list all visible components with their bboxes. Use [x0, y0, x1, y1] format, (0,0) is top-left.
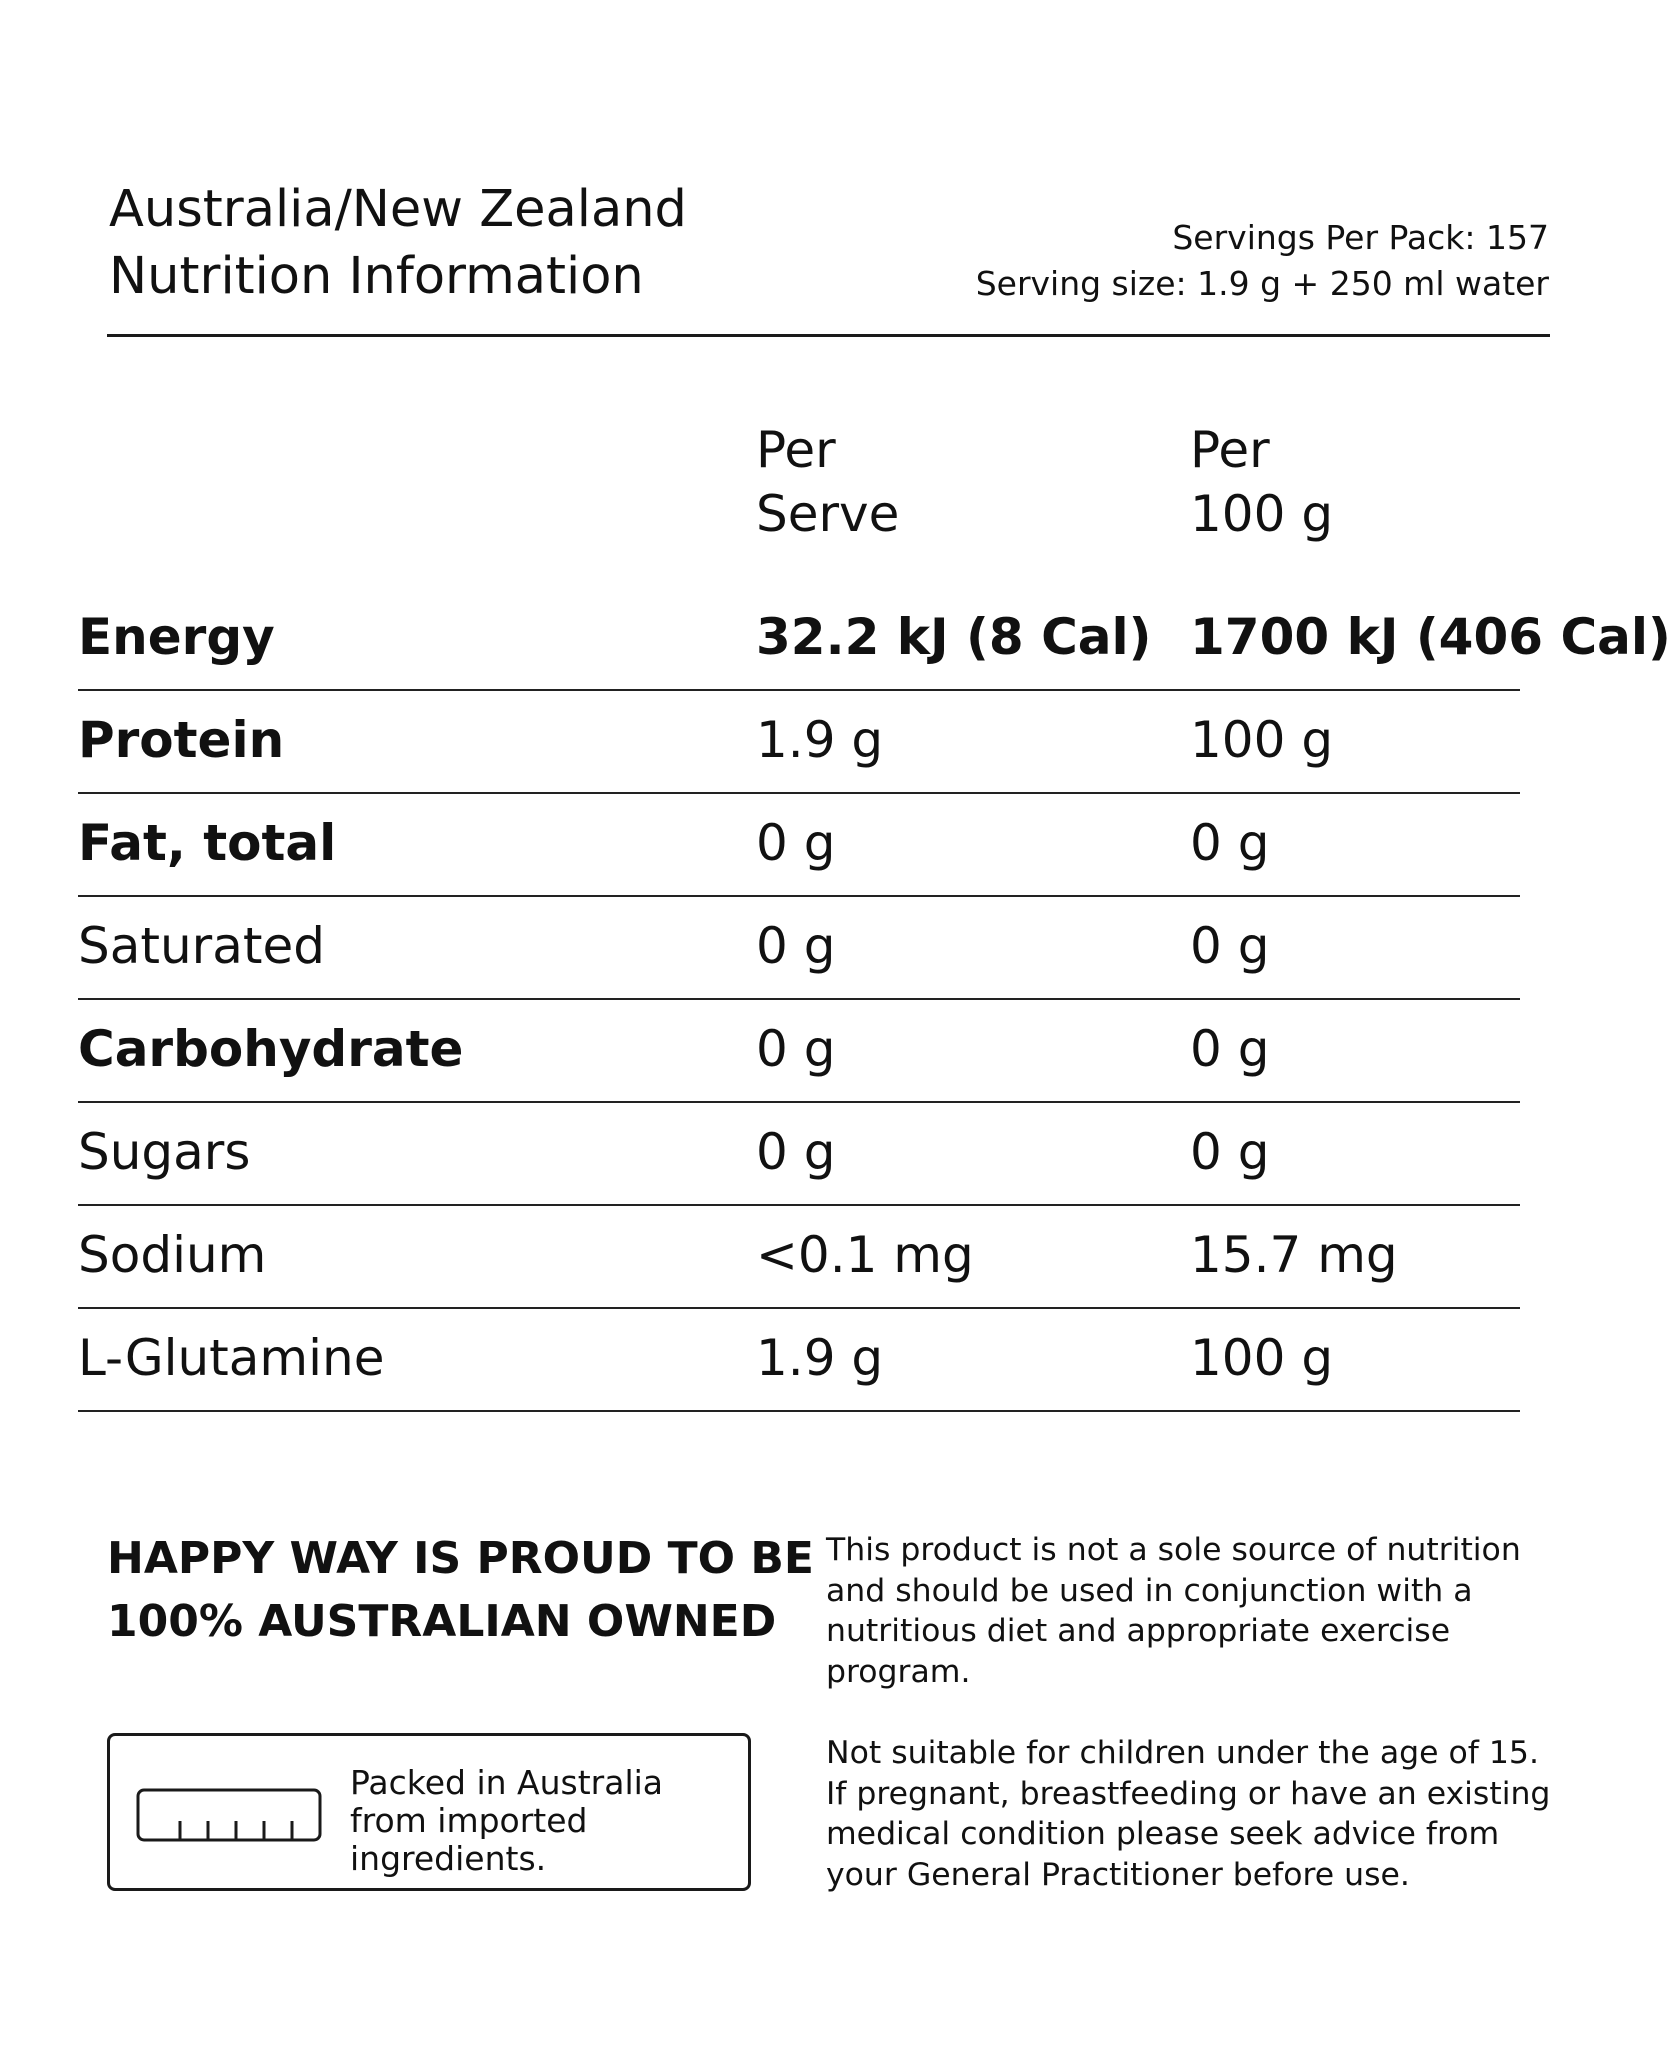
per-serve-value: 0 g [756, 814, 836, 872]
table-row-protein [78, 689, 1520, 794]
per-100g-value: 1700 kJ (406 Cal) [1190, 608, 1671, 666]
per-100g-value: 0 g [1190, 1020, 1270, 1078]
nutrient-name: L-Glutamine [78, 1329, 385, 1387]
nutrient-name: Sodium [78, 1226, 267, 1284]
packed-line-3: ingredients. [350, 1839, 547, 1878]
table-row-fat-total [78, 792, 1520, 897]
nutrient-name: Saturated [78, 917, 325, 975]
warning-line: medical condition please seek advice from [826, 1816, 1500, 1852]
table-row-l-glutamine [78, 1307, 1520, 1412]
disclaimer-line: This product is not a sole source of nutrition [826, 1532, 1521, 1568]
packed-line-1: Packed in Australia [350, 1763, 664, 1802]
column-header-per-100g [1190, 418, 1333, 546]
per-serve-value: 0 g [756, 1123, 836, 1181]
per-serve-value: 0 g [756, 1020, 836, 1078]
health-warning [826, 1733, 1566, 1895]
column-header-per-serve-line1: Per [756, 421, 836, 479]
country-of-origin-label [107, 1733, 751, 1891]
nutrient-name: Sugars [78, 1123, 251, 1181]
per-100g-value: 0 g [1190, 814, 1270, 872]
packed-line-2: from imported [350, 1801, 588, 1840]
column-header-per-100g-line2: 100 g [1190, 485, 1334, 543]
nutrient-name: Carbohydrate [78, 1020, 464, 1078]
per-100g-value: 100 g [1190, 711, 1334, 769]
warning-line: your General Practitioner before use. [826, 1856, 1410, 1893]
warning-line: Not suitable for children under the age of 15. [826, 1735, 1539, 1771]
packed-in-australia-text [350, 1764, 663, 1878]
australian-owned-statement [107, 1527, 814, 1653]
owned-line-1: HAPPY WAY IS PROUD TO BE [107, 1533, 814, 1584]
per-serve-value: 32.2 kJ (8 Cal) [756, 608, 1152, 666]
column-header-per-serve-line2: Serve [756, 485, 900, 543]
per-serve-value: <0.1 mg [756, 1226, 974, 1284]
table-row-saturated [78, 895, 1520, 1000]
per-100g-value: 15.7 mg [1190, 1226, 1398, 1284]
title-line-1: Australia/New Zealand [109, 180, 687, 239]
title-line-2: Nutrition Information [109, 247, 644, 306]
per-serve-value: 0 g [756, 917, 836, 975]
column-header-per-serve [756, 418, 899, 546]
per-100g-value: 0 g [1190, 917, 1270, 975]
header-divider [107, 334, 1550, 337]
table-row-sugars [78, 1101, 1520, 1206]
nutrition-disclaimer [826, 1530, 1566, 1692]
page-title [109, 176, 687, 310]
serving-info [976, 215, 1549, 307]
table-row-carbohydrate [78, 998, 1520, 1103]
nutrient-name: Energy [78, 608, 275, 666]
owned-line-2: 100% AUSTRALIAN OWNED [107, 1596, 777, 1647]
nutrient-name: Fat, total [78, 814, 337, 872]
per-100g-value: 0 g [1190, 1123, 1270, 1181]
disclaimer-line: program. [826, 1653, 971, 1690]
nutrient-name: Protein [78, 711, 285, 769]
ruler-bar-icon [136, 1788, 322, 1842]
serving-size: Serving size: 1.9 g + 250 ml water [975, 264, 1549, 303]
per-100g-value: 100 g [1190, 1329, 1334, 1387]
per-serve-value: 1.9 g [756, 711, 884, 769]
disclaimer-line: nutritious diet and appropriate exercise [826, 1613, 1451, 1649]
column-header-per-100g-line1: Per [1190, 421, 1270, 479]
warning-line: If pregnant, breastfeeding or have an existing [826, 1775, 1551, 1812]
per-serve-value: 1.9 g [756, 1329, 884, 1387]
table-row-energy [78, 586, 1671, 691]
table-row-sodium [78, 1204, 1520, 1309]
disclaimer-line: and should be used in conjunction with a [826, 1572, 1473, 1609]
servings-per-pack: Servings Per Pack: 157 [1172, 218, 1549, 257]
